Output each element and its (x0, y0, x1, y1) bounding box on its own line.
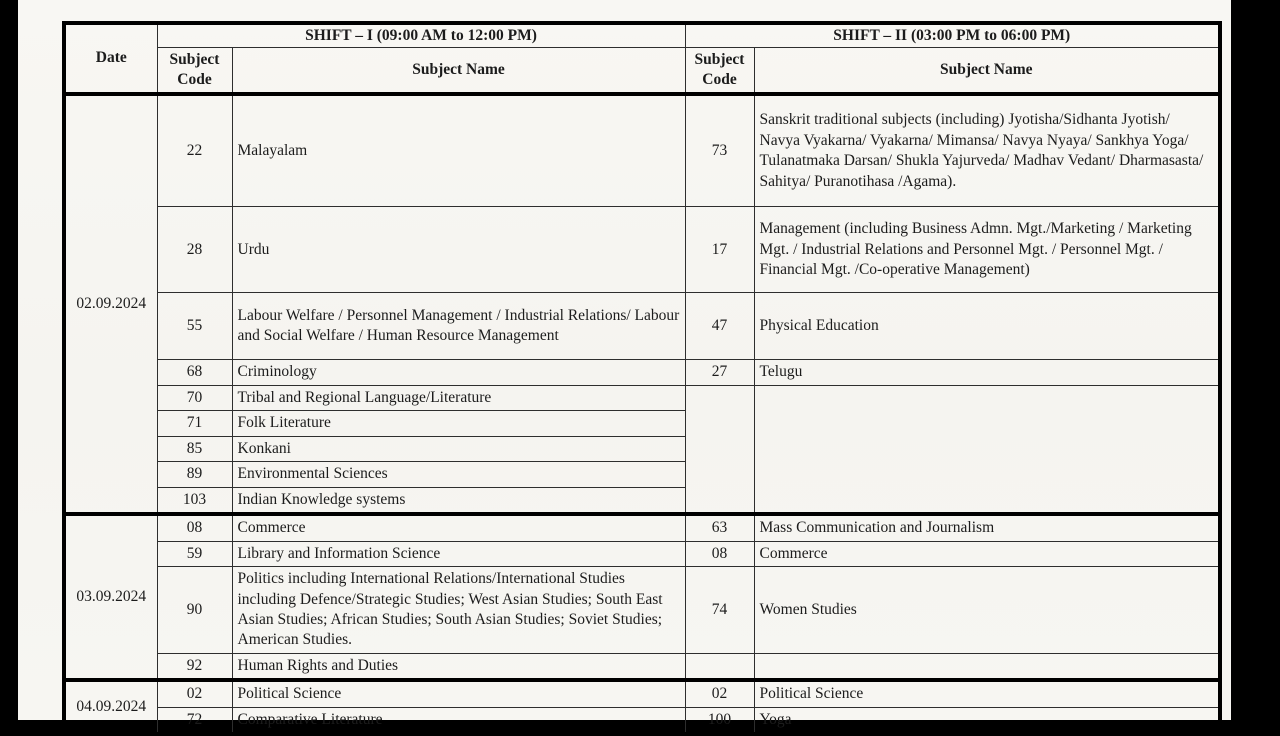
subject-name-cell: Mass Communication and Journalism (754, 514, 1220, 541)
header-subject-code-shift1: Subject Code (157, 48, 232, 94)
subject-code-cell: 85 (157, 436, 232, 461)
table-row (64, 653, 1220, 680)
table-row (64, 385, 1220, 410)
header-shift-1: SHIFT – I (09:00 AM to 12:00 PM) (157, 23, 685, 48)
subject-name-cell: Environmental Sciences (232, 462, 685, 487)
table-row (64, 707, 1220, 734)
subject-code-cell: 100 (685, 707, 754, 734)
subject-code-cell: 27 (685, 360, 754, 385)
subject-code-cell: 89 (157, 462, 232, 487)
subject-name-cell: Malayalam (232, 94, 685, 207)
subject-name-cell: Tribal and Regional Language/Literature (232, 385, 685, 410)
subject-code-cell: 08 (157, 514, 232, 541)
subject-code-cell: 63 (685, 514, 754, 541)
header-subject-code-shift2: Subject Code (685, 48, 754, 94)
subject-code-cell: 55 (157, 293, 232, 360)
table-row (64, 567, 1220, 654)
date-cell: 04.09.2024 (64, 680, 157, 734)
date-cell: 02.09.2024 (64, 94, 157, 514)
subject-name-cell: Management (including Business Admn. Mgt./Marketing / Marketing Mgt. / Industrial Relations and Personnel Mgt. / Personnel Mgt. / Financial Mgt. /Co-operative Management) (754, 207, 1220, 293)
table-row (64, 541, 1220, 566)
subject-code-cell: 74 (685, 567, 754, 654)
subject-code-cell: 73 (685, 94, 754, 207)
empty-subject-code-cell (685, 385, 754, 514)
subject-name-cell: Telugu (754, 360, 1220, 385)
subject-name-cell: Commerce (232, 514, 685, 541)
subject-name-cell: Indian Knowledge systems (232, 487, 685, 514)
subject-code-cell: 90 (157, 567, 232, 654)
subject-name-cell: Labour Welfare / Personnel Management / Industrial Relations/ Labour and Social Welfare / Human Resource Management (232, 293, 685, 360)
header-subject-name-shift2: Subject Name (754, 48, 1220, 94)
subject-name-cell: Library and Information Science (232, 541, 685, 566)
subject-name-cell: Folk Literature (232, 411, 685, 436)
table-row (64, 293, 1220, 360)
subject-code-cell: 68 (157, 360, 232, 385)
subject-name-cell: Urdu (232, 207, 685, 293)
subject-name-cell: Comparative Literature (232, 707, 685, 734)
exam-schedule-table (62, 21, 1222, 736)
subject-code-cell: 17 (685, 207, 754, 293)
header-date: Date (64, 23, 157, 94)
table-row (64, 94, 1220, 207)
subject-code-cell: 28 (157, 207, 232, 293)
table-row (64, 514, 1220, 541)
subject-code-cell: 72 (157, 707, 232, 734)
header-shift-2: SHIFT – II (03:00 PM to 06:00 PM) (685, 23, 1220, 48)
subject-code-cell: 59 (157, 541, 232, 566)
empty-subject-name-cell (754, 385, 1220, 514)
subject-name-cell: Konkani (232, 436, 685, 461)
empty-subject-code-cell (685, 653, 754, 680)
subject-name-cell: Yoga (754, 707, 1220, 734)
table-row (64, 680, 1220, 707)
subject-name-cell: Women Studies (754, 567, 1220, 654)
subject-name-cell: Human Rights and Duties (232, 653, 685, 680)
subject-code-cell: 47 (685, 293, 754, 360)
subject-name-cell: Sanskrit traditional subjects (including) Jyotisha/Sidhanta Jyotish/ Navya Vyakarna/ Vyakarna/ Mimansa/ Navya Nyaya/ Sankhya Yoga/ Tulanatmaka Darsan/ Shukla Yajurveda/ Madhav Vedant/ Dharmasasta/ Sahitya/ Puranotihasa /Agama). (754, 94, 1220, 207)
subject-code-cell: 103 (157, 487, 232, 514)
subject-code-cell: 08 (685, 541, 754, 566)
subject-name-cell: Political Science (754, 680, 1220, 707)
empty-subject-name-cell (754, 653, 1220, 680)
date-cell: 03.09.2024 (64, 514, 157, 680)
table-row (64, 360, 1220, 385)
subject-code-cell: 71 (157, 411, 232, 436)
subject-name-cell: Commerce (754, 541, 1220, 566)
subject-name-cell: Physical Education (754, 293, 1220, 360)
subject-code-cell: 70 (157, 385, 232, 410)
header-subject-name-shift1: Subject Name (232, 48, 685, 94)
subject-name-cell: Political Science (232, 680, 685, 707)
subject-code-cell: 22 (157, 94, 232, 207)
table-row (64, 207, 1220, 293)
subject-code-cell: 02 (157, 680, 232, 707)
subject-name-cell: Criminology (232, 360, 685, 385)
subject-name-cell: Politics including International Relations/International Studies including Defence/Strategic Studies; West Asian Studies; South East Asian Studies; African Studies; South Asian Studies; Soviet Studies; American Studies. (232, 567, 685, 654)
subject-code-cell: 92 (157, 653, 232, 680)
subject-code-cell: 02 (685, 680, 754, 707)
